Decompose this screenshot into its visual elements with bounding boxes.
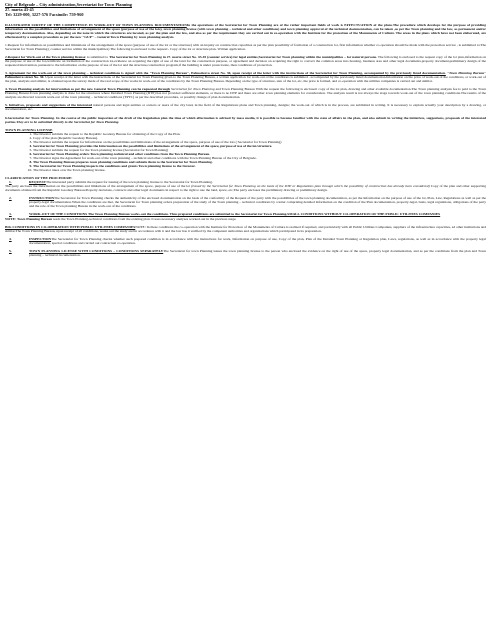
paragraph-3 bbox=[5, 71, 486, 83]
paragraph-5-text: natural persons and legal entities or owners or users of the city land, in the field of the Regulations plans and Town planning, designs; the work-out of which is in the process, are submitted in writing. It is necessary to explain actually your description by a drawing, or documentation, etc. bbox=[5, 103, 487, 112]
clarification-item-1-more: The party encloses the Information on the possibilities and limitations of the arrangement of the space, purpose of use of the lot bbox=[5, 184, 191, 189]
paragraph-2-heading-tail: : is submitted to bbox=[85, 55, 109, 59]
paragraph-3-bureau: "Town Planning Bureau" bbox=[447, 71, 487, 76]
license-step: 2. Copy of the plan (Republic Geodesy Bureau). bbox=[33, 136, 486, 140]
license-step: 10. The Investor takes over the Town planning license. bbox=[33, 168, 486, 172]
paragraph-2 bbox=[5, 55, 486, 67]
paragraph-3-heading: 3. Agreement for the work-out of the town planning – technical conditions is signed with the "Town Planning Bureau", Palmoticeva street No. 30, upon receipt of the letter with the instructions of the Secretariat for Town Planning, accompanied by the previously listed documentation. bbox=[5, 71, 446, 76]
clarification-item-1-text: The interested party submits the request for issuing of the town planning license to the Secretariat for Town Planning. bbox=[45, 180, 213, 185]
clarification-item-5 bbox=[5, 249, 486, 257]
letterhead bbox=[5, 3, 486, 18]
clarification-item-1-heading: REQUEST bbox=[29, 180, 46, 185]
license-step: 5. The Investor submits the request for the Town planning license (Secretariat for Town Planning) bbox=[33, 148, 486, 152]
clarification-item-2-number: 2. bbox=[9, 196, 12, 201]
paragraph-1: 1.Request for information on possibilities and limitations of the arrangement of the space (purpose of use of the lot or the structure) with an inquiry on construction capacities as per the plan possibility of formation of a construction lot, first information whether co-operation should be made with the protection service , is submitted to:The Secretariat for Town Planning ( counter service within the municipalities) The following is enclosed to the request:- Copy of the lot or structure plan- Written application. bbox=[5, 42, 486, 51]
paragraph-4-text: With the request the following is enclosed: copy of the lot plan, drawing and other available documentation.The Town planning analysis fee is paid to the Town Planning Bureau.Town planning analysis is done for the structures where Detailed Town Planning (DTP) has not provided sufficient elements, or there is no DTP and there are other town planning elements for consideration. The analysis result is not always the stage towards work-out of the town planning conditions.The results of the analysis are directed towards work-out of the town planning – technical conditions (TPTC) as per the described procedure, or possibly change of plan documentation. bbox=[5, 87, 486, 100]
clarification-item-1-tail: Copy of the plan and other supporting documents obtained from the Republic Geodesy Bureau.Property decisions, contracts and other legal documents in respect to the right to use the land, space, etc,The party encloses the preliminary drawing or preliminary design. bbox=[5, 184, 487, 193]
paragraph-4-secretariat: Secretariat for Town Planning bbox=[171, 87, 215, 92]
clarification-item-3-text: works-out the conditions. Thus prepared conditions are submitted to the Secretariat for Town Planning.SMALL CONDITIONS WITHOUT CO-OPERATION OF THE PUBLIC UTILITIES COMPANIES bbox=[129, 212, 441, 217]
clarification-item-1-italic: (issued by the Secretariat for Town Planning on the basis of the DTP or Regulations plan through which the possibility of construction has already been considered) bbox=[190, 184, 430, 189]
paragraph-6-italic: They are to be submitted directly to the Secretariat for Town Planning. bbox=[16, 119, 120, 124]
clarification-note-heading: NOTE: Town Planning Bureau bbox=[5, 216, 52, 221]
paragraph-4-heading-tail: and Town Planning Bureau bbox=[214, 87, 255, 92]
paragraph-5-heading: 5. Initiatives, proposals and suggestions of the interested bbox=[5, 103, 93, 108]
clarification-item-2 bbox=[5, 196, 486, 208]
intro-heading: ILLUSTRATED SURVEY OF THE COMPETENCE IN WORK-OUT OF TOWN PLANNING DOCUMENTATION bbox=[5, 22, 187, 27]
paragraph-4 bbox=[5, 87, 486, 99]
intro-text: In the operations of the Secretariat for Town Planning are of the rather important fields of work is EFFECTUATION of the plans.The procedure which develops for the purpose of providing information on the possibilities and limitations of arrangement of the space (purpose of use of the lots), town planning license (with town planning – technical and other conditions) and town planning approval of the technical documentation, can be taken ,as per the Town planning and the law, as permanent and/or temporary documentation. Also, depending on the zone in which the structures are located, as per the plan and the law, and also as per the requirement they are carried out in co-operation with the Institute for the protection of the Monuments of Culture. The areas in the plans which have not been elaborated, are effectuated by a complex procedure as per the new "GUP" – General Town Planning by town planning analysis. bbox=[5, 22, 486, 39]
license-step: 1. The Investor submits the request to the Republic Geodesy Bureau for obtaining of the Copy of the Plan. bbox=[33, 132, 486, 136]
clarification-item-3-heading: WORK-OUT OF THE CONDITIONS The Town Planning Bureau bbox=[29, 212, 130, 217]
clarification-item-5-text: The Secretariat for town Planning issues the town planning license to the person who enclosed the evidence on the right of use of the space, property legal documentation, and as per the conditions from the plan and Town planning – technical documentation. bbox=[29, 248, 486, 257]
big-conditions-heading: BIG CONDITIONS IN CO-OPERATION WITH PUBLIC UTILITIES COMPANIES bbox=[5, 224, 136, 229]
paragraph-5 bbox=[5, 103, 486, 111]
clarification-item-4-heading: INSPECTION bbox=[29, 236, 52, 241]
clarification-item-5-heading: TOWN PLANNING LICENSE WITH CONDITIONS – CONDITIONS SEPARATELY bbox=[29, 248, 164, 253]
paragraph-3-text: Upon receipt of the letter with the instructions of the Secretariat for Town Planning given to the Town Planning Bureau, a written application for work-out of the conditions is submitted , accompanied by the previously listed documentation.Information on the price of work-out of the conditions, or work-out of the plan, analysis and similar, is obtained upon the survey made of the real scope of the works in work-out of the conditions by the Town Planning Bureau. Depending on the type of structure, size of the lot, etc, the price is formed, and co-operation with the utilities companies is carried out and similar. bbox=[5, 75, 487, 84]
license-steps-list bbox=[5, 132, 486, 172]
clarification-item-2-heading: INSTRUCTION bbox=[29, 196, 55, 201]
clarification-item-4-number: 4. bbox=[9, 236, 12, 241]
paragraph-4-heading: 4. Town Planning analysis for intervention as per the new General Town Planning can be requested through bbox=[5, 87, 171, 92]
paragraph-6 bbox=[5, 116, 486, 124]
clarification-item-4 bbox=[5, 237, 486, 245]
clarification-item-5-number: 5. bbox=[9, 248, 12, 253]
clarification-note bbox=[5, 217, 486, 221]
organization-contact: Tel: 3229-000, 3227-576 Facsimile: 759-960 bbox=[5, 11, 84, 17]
clarification-item-1-number: 1. bbox=[9, 180, 12, 185]
paragraph-2-text: The following is enclosed to the request copy of the lot plan,information on the purpose of use of the lot,certificate on formation of the construction lot,evidence on acquiring the right of use of the land for the construction purpose, or agreement and decision on acquiring the right to convert the common areas into housing, business area and other legal documents,property document,preliminary design of the requested intervention, pursuant to the information on the purpose of use of the lot and the structure,construction program,if the building is under protectorate, then conditions of protection. bbox=[5, 55, 487, 68]
clarification-item-2-text: The Secretariat for Town Planning checks the authenticity of the enclosed documentation on the basis of the conformity of the Request of the party with the possibilities of the town planning documentation, as per the Information on the purpose of use of the lot, Plan, Law, Regulations as well as per the property-legal documentation.When the conditions are met, the Secretariat for Town planning orders preparation of the study of the Town planning – technical conditions by a letter comprising detailed information on the condition of the Plan documentation, property-legal, basis, legal regulations, obligations of the party and the role of the Town planning Bureau in the work-out of the conditions. bbox=[29, 196, 486, 209]
license-step: 9. The Secretariat for Town Planning inspects the conditions and grants Town planning license to the Investor. bbox=[33, 164, 486, 168]
clarification-title: CLARIFICATION OF THE PROCEDURE: bbox=[5, 176, 73, 181]
license-step: 7. The Investor signs the Agreement for work-out of the town planning – technical and other conditions with the Town Planning Bureau of the City of Belgrade. bbox=[33, 156, 486, 160]
paragraph-3-address: Palmoticeva street No. 30. bbox=[5, 75, 45, 80]
organization-name: City of Belgrade – City administration,Secretariat for Town Planning bbox=[5, 2, 132, 7]
paragraph-6-text: 6.Secretariat for Town Planning. In the course of the public inspection of the draft of the Regulation plan the time of which effectuation is advised by mass media, it is possible to become familiar with the state of affairs in the plan, and also submit in writing the initiatives, suggestions, proposals of the interested parties. bbox=[5, 115, 486, 124]
intro-paragraph bbox=[5, 23, 486, 39]
license-step: 4. Secretariat for Town Planning provides the Information on the possibilities and limitations of the arrangement of the space, purpose of use of the lot/structure. bbox=[33, 144, 486, 148]
license-step: 3. The Investor submits the request for Information on the possibilities and limitations of the arrangement of the space, purpose of use of the lots ( Secretariat for Town Planning) bbox=[33, 140, 486, 144]
clarification-item-3-number: 3. bbox=[9, 212, 12, 217]
clarification-note-text: reads the Town Planning-technical conditions from the existing plan. It uses necessary analyses worked-out in the previous stage. bbox=[51, 216, 237, 221]
clarification-item-4-text: The Secretariat for Town Planning checks whether such prepared condition is in accordance with the instructions for work, Information on purpose of use, Copy of the plan, Plan of the Detailed Town Planning or Regulation plan, Laws, regulations, as well as in accordance with the property legal documentation, special conditions and carried out contractual co-operation. bbox=[29, 236, 486, 245]
paragraph-2-heading: 2.Request for Work-out of the Town planning license bbox=[5, 55, 86, 59]
clarification-item-1-details bbox=[5, 184, 486, 192]
paragraph-2-bold: The Secretariat for Town Planning in 27. marta street No. 43-45 (counter service) for legal entities;Secretariat for Town planning within the municipalities – for natural persons. bbox=[109, 55, 377, 59]
license-title: TOWN PLANNING LICENSE bbox=[5, 127, 53, 132]
clarification-section bbox=[5, 176, 486, 220]
big-conditions-paragraph bbox=[5, 225, 486, 233]
organization-address: 27. marta 43-45 bbox=[5, 6, 34, 12]
license-step: 8. The Town Planning Bureau prepares town planning conditions and submits them to the Secretariat for Town Planning. bbox=[33, 160, 486, 164]
license-step: 6. Secretariat for Town Planning orders Town planning-technical and other conditions from the Town Planning Bureau. bbox=[33, 152, 486, 156]
big-conditions-text: NOTE: In these conditions the co-operation with the Institute for Protection of the Monuments of Culture is realized if required, and particularly with all Public Utilities Companies, suppliers of the infrastructure capacities, ad other institutions and similar.The Town Planning Bureau, upon receipt of all conditions, works out the study and in accordance with it and the law has it verified by the competent authorities and organizations which participated in its preparation. bbox=[5, 224, 486, 233]
